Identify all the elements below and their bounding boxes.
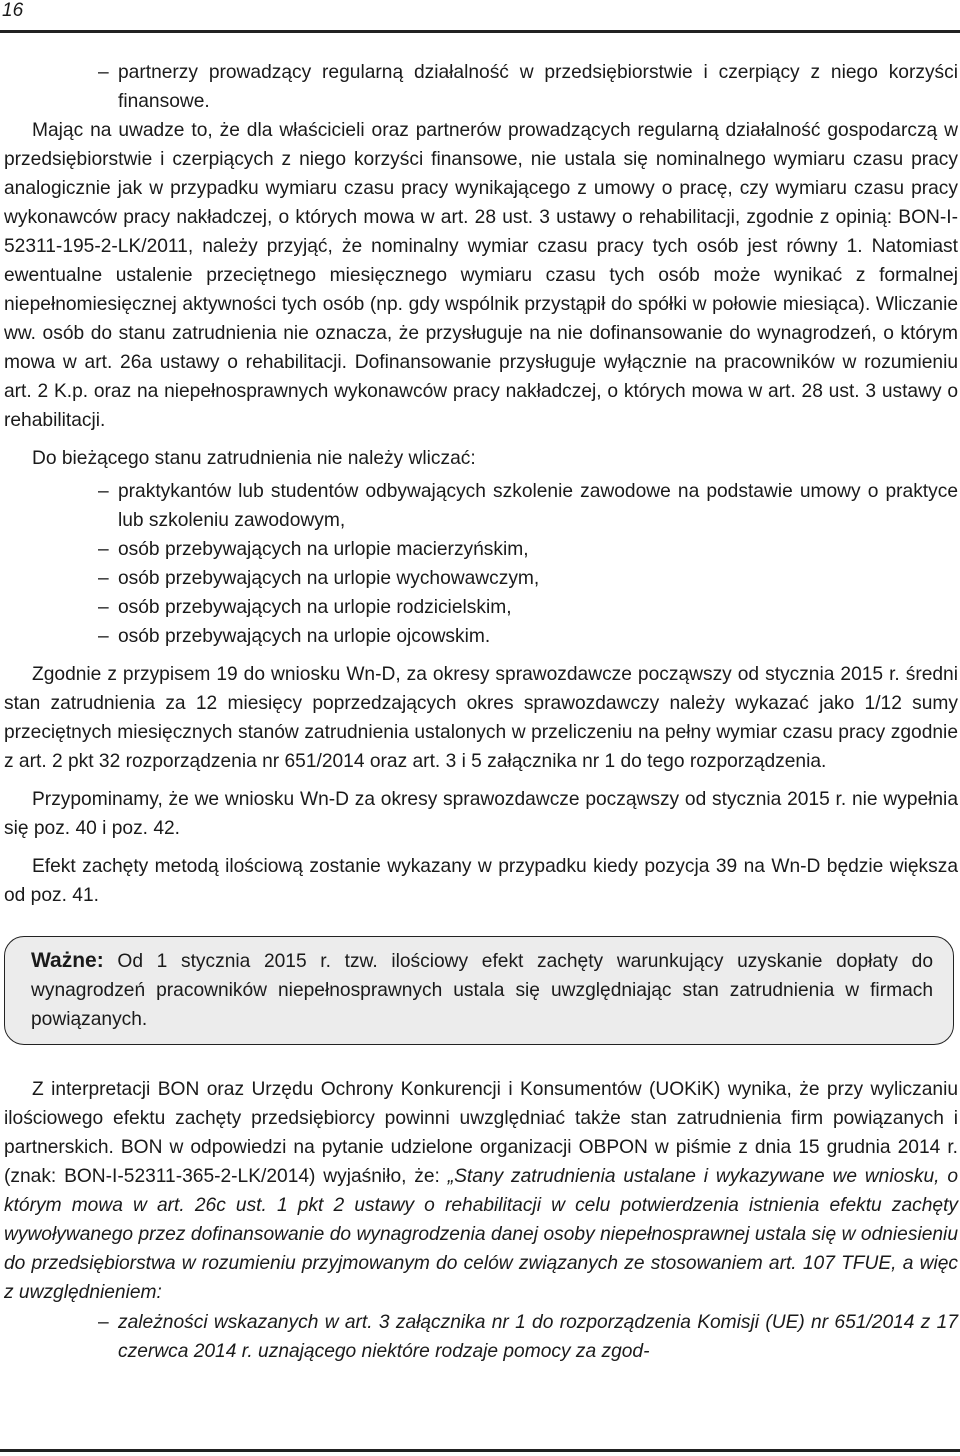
list-item bbox=[4, 535, 958, 564]
quoted-text: „Stany zatrudnienia ustalane i wykazywane we wniosku, o którym mowa w art. 26c ust. 1 pkt 2 ustawy o rehabilitacji w celu potwierdzenia istnienia efektu zachęty wywoływanego przez dofinansowanie do wynagrodzenia danej osoby niepełnosprawnej ustala się w odniesieniu do przedsiębiorstwa w rozumieniu przyjmowanym do celów związanych ze stosowaniem art. 107 TFUE, a więc z uwzględnieniem: bbox=[4, 1166, 958, 1303]
list-dash: – bbox=[98, 539, 109, 560]
list-item-text: praktykantów lub studentów odbywających szkolenie zawodowe na podstawie umowy o praktyce lub szkoleniu zawodowym, bbox=[118, 481, 958, 531]
list-item-partners bbox=[4, 58, 958, 116]
list-item-text: osób przebywających na urlopie wychowawczym, bbox=[118, 568, 540, 589]
list-dash: – bbox=[98, 626, 109, 647]
footer-rule bbox=[0, 1449, 960, 1452]
paragraph-footnote-19: Zgodnie z przypisem 19 do wniosku Wn-D, za okresy sprawozdawcze począwszy od stycznia 2015 r. średni stan zatrudnienia za 12 miesięcy poprzedzających okres sprawozdawczy należy wykazać jako 1/12 sumy przeciętnych miesięcznych stanów zatrudnienia ustalonych w przeliczeniu na pełny wymiar czasu pracy zgodnie z art. 2 pkt 32 rozporządzenia nr 651/2014 oraz art. 3 i 5 załącznika nr 1 do tego rozporządzenia. bbox=[4, 664, 958, 772]
list-dash: – bbox=[98, 481, 109, 502]
page-number: 16 bbox=[2, 0, 24, 21]
paragraph-reminder: Przypominamy, że we wniosku Wn-D za okresy sprawozdawcze począwszy od stycznia 2015 r. nie wypełnia się poz. 40 i poz. 42. bbox=[4, 789, 958, 839]
list-item-dependencies bbox=[4, 1308, 958, 1366]
paragraph-incentive-effect: Efekt zachęty metodą ilościową zostanie wykazany w przypadku kiedy pozycja 39 na Wn-D będzie większa od poz. 41. bbox=[4, 856, 958, 906]
page-body bbox=[4, 58, 958, 1366]
notice-label: Ważne: bbox=[31, 949, 104, 972]
list-item-text: osób przebywających na urlopie macierzyńskim, bbox=[118, 539, 529, 560]
paragraph-owners-working-time: Mając na uwadze to, że dla właścicieli oraz partnerów prowadzących regularną działalność gospodarczą w przedsiębiorstwie i czerpiących z niego korzyści finansowe, nie ustala się nominalnego wymiaru czasu pracy analogicznie jak w przypadku wymiaru czasu pracy wynikającego z umowy o pracę, czy wymiaru czasu pracy wykonawców pracy nakładczej, o których mowa w art. 28 ust. 3 ustawy o rehabilitacji, zgodnie z opinią: BON-I-52311-195-2-LK/2011, należy przyjąć, że nominalny wymiar czasu pracy tych osób jest równy 1. Natomiast ewentualne ustalenie przeciętnego miesięcznego wymiaru czasu tych osób może wynikać z formalnej niepełnomiesięcznej aktywności tych osób (np. gdy wspólnik przystąpił do spółki w połowie miesiąca). Wliczanie ww. osób do stanu zatrudnienia nie oznacza, że przysługuje na nie dofinansowanie do wynagrodzeń, o którym mowa w art. 26a ustawy o rehabilitacji. Dofinansowanie przysługuje wyłącznie na pracowników w rozumieniu art. 2 K.p. oraz na niepełnosprawnych wykonawców pracy nakładczej, o których mowa w art. 28 ust. 3 ustawy o rehabilitacji. bbox=[4, 120, 958, 431]
list-dash: – bbox=[98, 568, 109, 589]
exclusions-list bbox=[4, 477, 958, 651]
notice-text: Od 1 stycznia 2015 r. tzw. ilościowy efekt zachęty warunkujący uzyskanie dopłaty do wynagrodzeń pracowników niepełnosprawnych ustala się uwzględniając stan zatrudnienia w firmach powiązanych. bbox=[31, 951, 933, 1030]
list-dash: – bbox=[98, 597, 109, 618]
important-notice-box bbox=[4, 936, 954, 1045]
list-item bbox=[4, 593, 958, 622]
list-item bbox=[4, 477, 958, 535]
list-item bbox=[4, 622, 958, 651]
list-item-text: partnerzy prowadzący regularną działalność w przedsiębiorstwie i czerpiący z niego korzyści finansowe. bbox=[118, 62, 958, 112]
list-item-text: osób przebywających na urlopie ojcowskim. bbox=[118, 626, 491, 647]
list-dash: – bbox=[98, 1312, 109, 1333]
list-item-text: osób przebywających na urlopie rodzicielskim, bbox=[118, 597, 512, 618]
paragraph-text: Z interpretacji BON oraz Urzędu Ochrony Konkurencji i Konsumentów (UOKiK) wynika, że przy wyliczaniu ilościowego efektu zachęty przedsiębiorcy powinni uwzględniać także stan zatrudnienia firm powiązanych i partnerskich. BON w odpowiedzi na pytanie udzielone organizacji OBPON w piśmie z dnia 15 grudnia 2014 r. (znak: BON-I-52311-365-2-LK/2014) wyjaśniło, że: bbox=[4, 1079, 958, 1187]
list-dash: – bbox=[98, 62, 109, 83]
list-item bbox=[4, 564, 958, 593]
paragraph-exclusions-intro: Do bieżącego stanu zatrudnienia nie należy wliczać: bbox=[32, 448, 476, 469]
paragraph-bon-uokik-interpretation bbox=[4, 1075, 958, 1307]
list-item-text: zależności wskazanych w art. 3 załącznika nr 1 do rozporządzenia Komisji (UE) nr 651/2014 z 17 czerwca 2014 r. uznającego niektóre rodzaje pomocy za zgod- bbox=[118, 1312, 958, 1362]
header-rule bbox=[0, 30, 960, 33]
